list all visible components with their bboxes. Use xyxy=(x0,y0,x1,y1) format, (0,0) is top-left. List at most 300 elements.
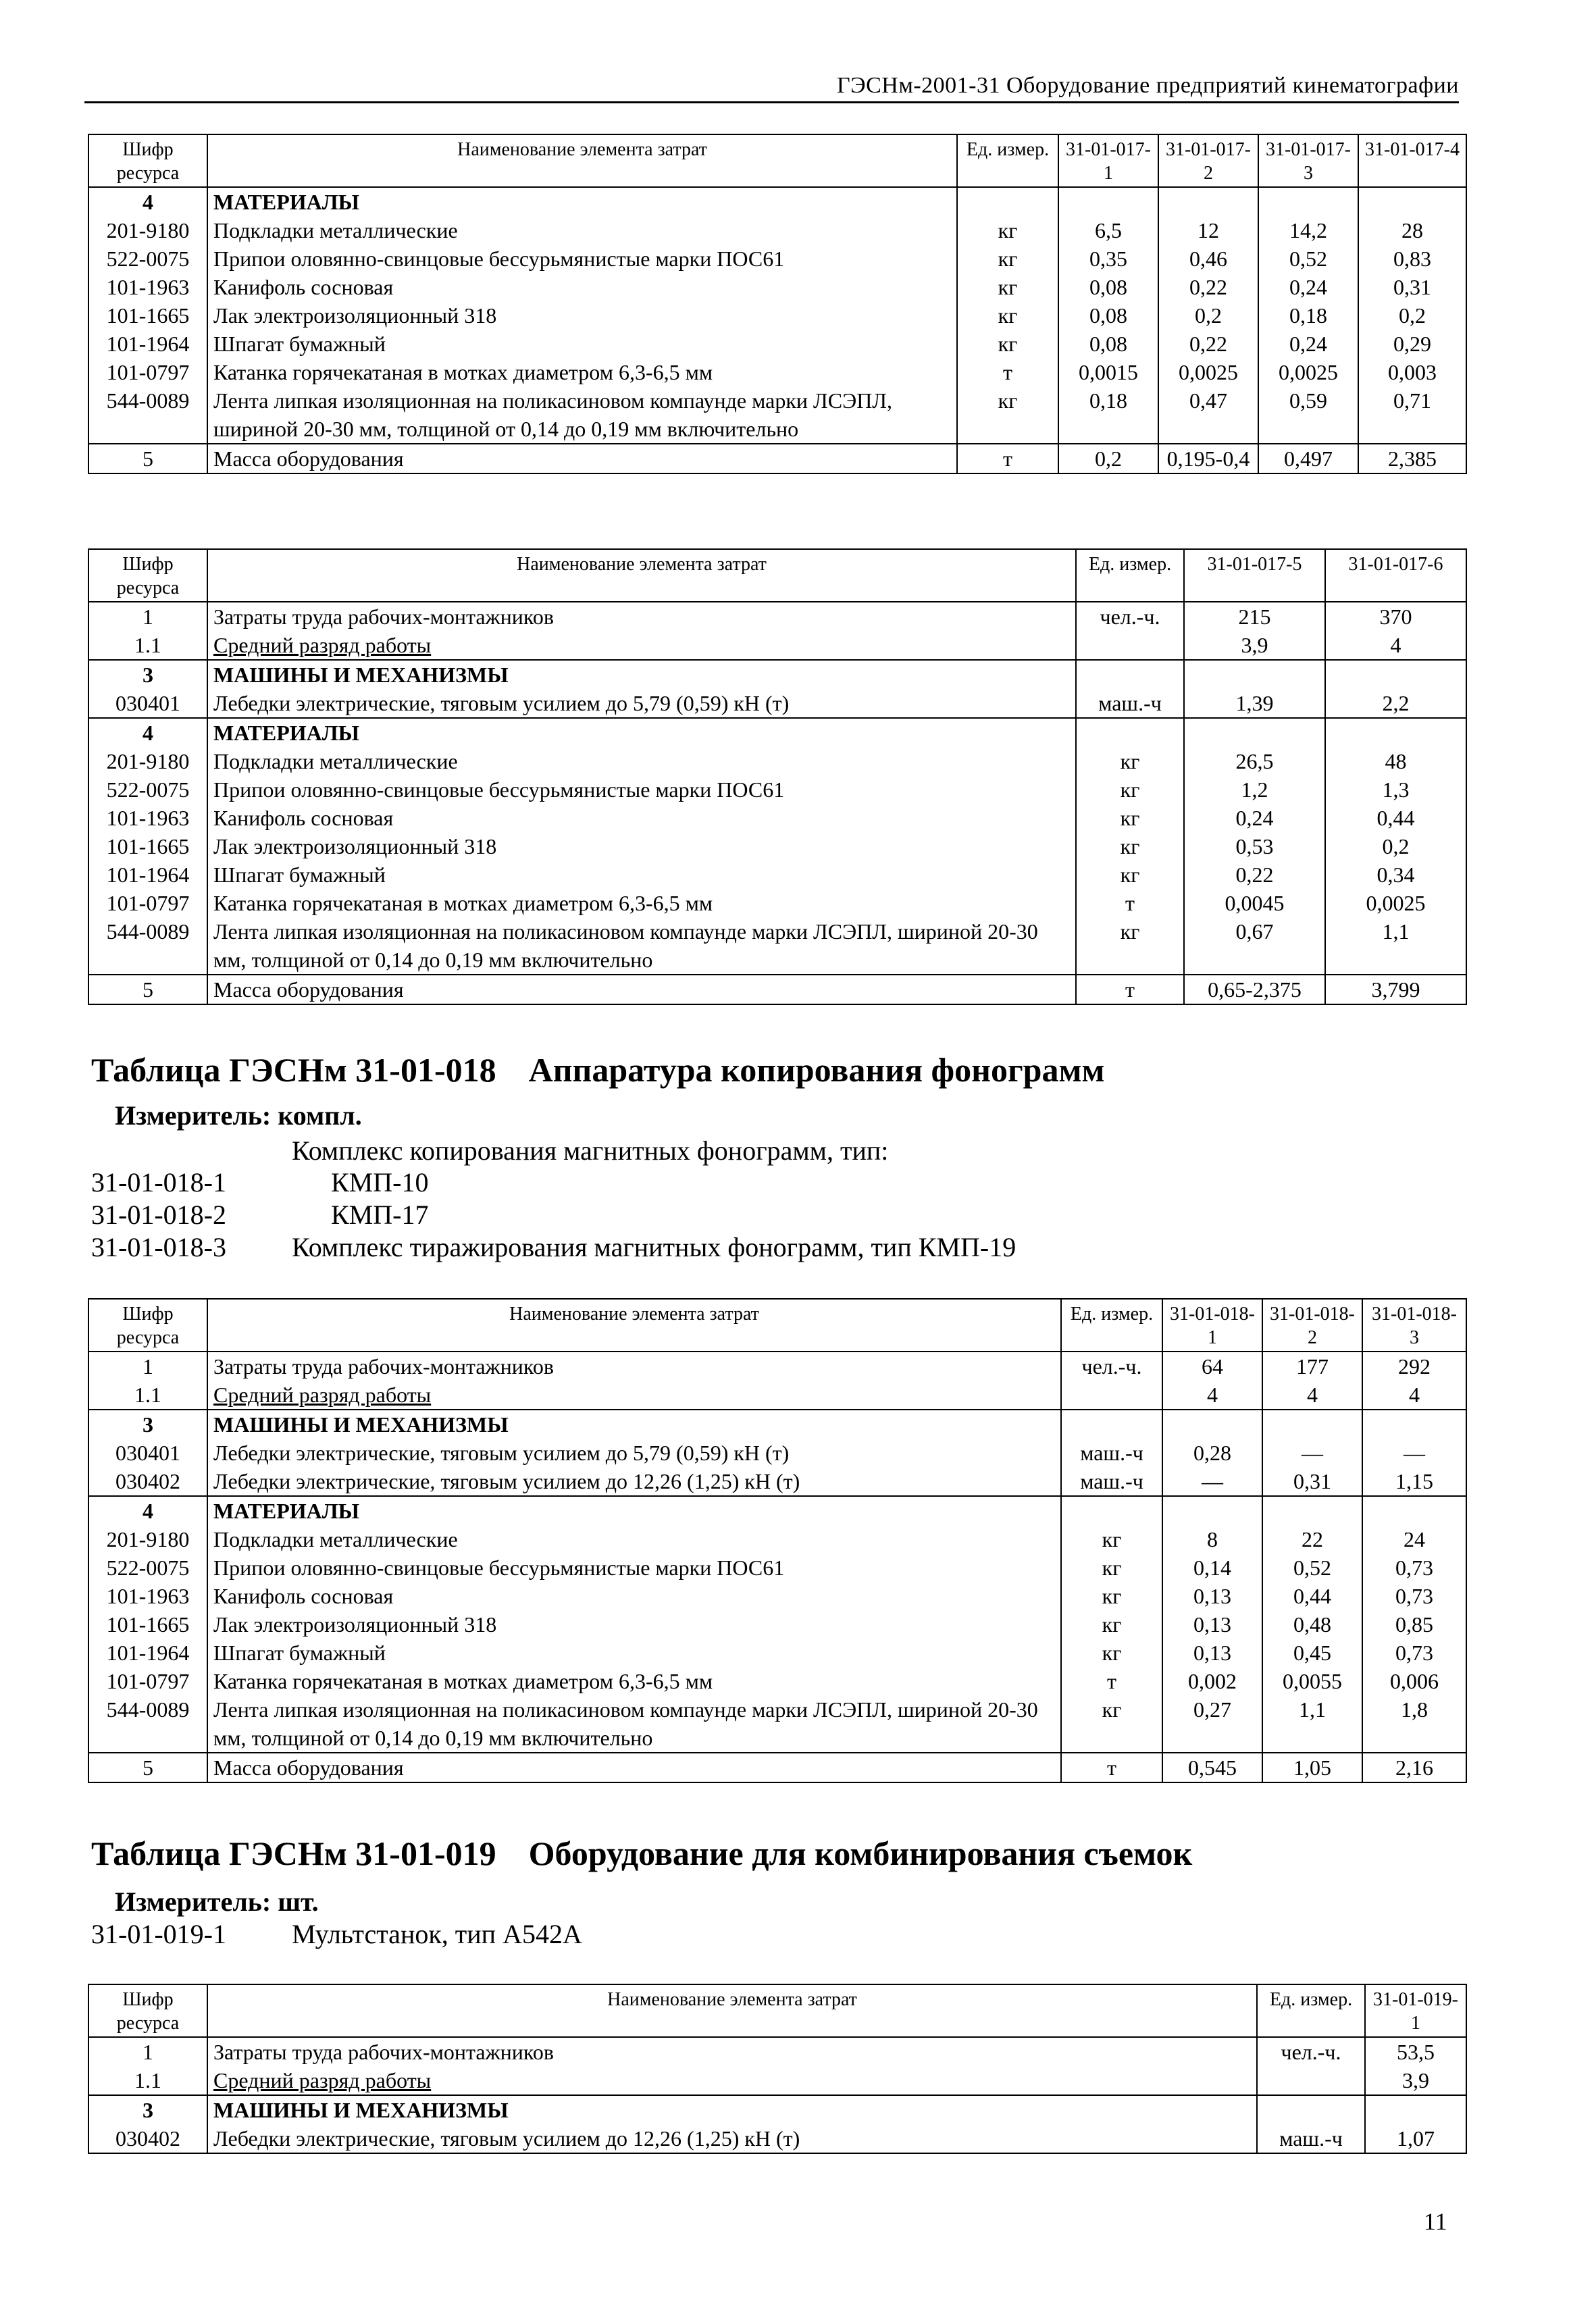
resource-code-cell: 030402 xyxy=(88,1467,207,1496)
unit-cell: чел.-ч. xyxy=(1257,2037,1365,2066)
table-row xyxy=(88,860,1466,889)
cost-element-name-cell: МАШИНЫ И МЕХАНИЗМЫ xyxy=(207,1410,1061,1439)
unit-cell xyxy=(1076,718,1184,747)
table-row xyxy=(88,187,1466,216)
table-018-title-code: Таблица ГЭСНм 31-01-018 xyxy=(91,1051,496,1089)
table-row xyxy=(88,1352,1466,1381)
unit-cell xyxy=(1076,660,1184,689)
value-cell: 370 xyxy=(1325,602,1466,631)
table-row xyxy=(88,1439,1466,1467)
table-018-item-name-1: КМП-10 xyxy=(331,1167,429,1198)
value-cell: 0,28 xyxy=(1162,1439,1262,1467)
cost-element-name-cell: Шпагат бумажный xyxy=(207,860,1076,889)
value-cell: 1,8 xyxy=(1362,1695,1466,1753)
unit-cell: кг xyxy=(957,301,1058,330)
table-019-item-code-1: 31-01-019-1 xyxy=(91,1919,226,1949)
resource-code-cell: 544-0089 xyxy=(88,1695,207,1753)
cost-element-name-cell: Средний разряд работы xyxy=(207,2066,1257,2095)
cost-element-name-cell: Масса оборудования xyxy=(207,444,957,473)
value-cell: 0,24 xyxy=(1258,330,1358,358)
value-cell: 0,2 xyxy=(1158,301,1258,330)
value-cell: 0,545 xyxy=(1162,1753,1262,1782)
value-cell: 0,53 xyxy=(1184,832,1325,860)
table-row xyxy=(88,689,1466,718)
unit-cell: кг xyxy=(1076,747,1184,775)
value-cell: 0,44 xyxy=(1325,804,1466,832)
table-row xyxy=(88,917,1466,975)
value-cell: 0,52 xyxy=(1262,1553,1362,1582)
value-cell: 0,003 xyxy=(1358,358,1466,386)
value-cell: 4 xyxy=(1325,631,1466,660)
cost-element-name-cell: Припои оловянно-свинцовые бессурьмянистые марки ПОС61 xyxy=(207,775,1076,804)
table-row xyxy=(88,660,1466,689)
value-cell xyxy=(1358,187,1466,216)
value-cell: 1,39 xyxy=(1184,689,1325,718)
cost-element-name-cell: Средний разряд работы xyxy=(207,631,1076,660)
table-row xyxy=(88,358,1466,386)
page-number: 11 xyxy=(1424,2208,1447,2235)
col-header-31-01-018-2: 31-01-018-2 xyxy=(1262,1299,1362,1352)
unit-cell: т xyxy=(1076,889,1184,917)
value-cell: 0,195-0,4 xyxy=(1158,444,1258,473)
resource-code-cell: 1 xyxy=(88,602,207,631)
unit-cell: кг xyxy=(1061,1639,1162,1667)
unit-cell: кг xyxy=(957,386,1058,444)
running-header xyxy=(84,73,1459,103)
table-019-title xyxy=(91,1834,1192,1873)
table-row xyxy=(88,1553,1466,1582)
value-cell: 0,0055 xyxy=(1262,1667,1362,1695)
value-cell: 1,15 xyxy=(1362,1467,1466,1496)
col-header-31-01-017-6: 31-01-017-6 xyxy=(1325,549,1466,602)
unit-cell xyxy=(1061,1496,1162,1525)
value-cell: 0,34 xyxy=(1325,860,1466,889)
cost-element-name-cell: Затраты труда рабочих-монтажников xyxy=(207,2037,1257,2066)
table-row xyxy=(88,1639,1466,1667)
resource-code-cell: 1.1 xyxy=(88,2066,207,2095)
value-cell: 12 xyxy=(1158,216,1258,245)
resource-code-cell: 101-1665 xyxy=(88,301,207,330)
value-cell: 53,5 xyxy=(1365,2037,1466,2066)
unit-cell: кг xyxy=(1076,804,1184,832)
value-cell: 215 xyxy=(1184,602,1325,631)
unit-cell: чел.-ч. xyxy=(1076,602,1184,631)
table-row xyxy=(88,216,1466,245)
table-row xyxy=(88,273,1466,301)
cost-element-name-cell: Канифоль сосновая xyxy=(207,804,1076,832)
value-cell: 0,48 xyxy=(1262,1610,1362,1639)
value-cell: 0,35 xyxy=(1058,245,1158,273)
value-cell: — xyxy=(1162,1467,1262,1496)
value-cell: 48 xyxy=(1325,747,1466,775)
table-019 xyxy=(88,1984,1467,2154)
value-cell: 64 xyxy=(1162,1352,1262,1381)
table-row xyxy=(88,775,1466,804)
value-cell xyxy=(1262,1410,1362,1439)
table-row xyxy=(88,1381,1466,1410)
value-cell xyxy=(1362,1410,1466,1439)
table-row xyxy=(88,1667,1466,1695)
value-cell: 0,18 xyxy=(1058,386,1158,444)
col-header-code: Шифр ресурса xyxy=(88,134,207,187)
table-row xyxy=(88,975,1466,1004)
col-header-unit: Ед. измер. xyxy=(1076,549,1184,602)
value-cell: 0,0025 xyxy=(1158,358,1258,386)
value-cell xyxy=(1258,187,1358,216)
unit-cell: т xyxy=(957,358,1058,386)
value-cell: 4 xyxy=(1362,1381,1466,1410)
table-018 xyxy=(88,1298,1467,1783)
resource-code-cell: 101-1665 xyxy=(88,1610,207,1639)
cost-element-name-cell: Лак электроизоляционный 318 xyxy=(207,1610,1061,1639)
value-cell: 0,59 xyxy=(1258,386,1358,444)
resource-code-cell: 4 xyxy=(88,187,207,216)
value-cell: 0,22 xyxy=(1184,860,1325,889)
value-cell: 0,002 xyxy=(1162,1667,1262,1695)
cost-element-name-cell: Припои оловянно-свинцовые бессурьмянистые марки ПОС61 xyxy=(207,1553,1061,1582)
resource-code-cell: 3 xyxy=(88,2095,207,2124)
value-cell: 0,0025 xyxy=(1325,889,1466,917)
resource-code-cell: 522-0075 xyxy=(88,775,207,804)
col-header-unit: Ед. измер. xyxy=(1257,1984,1365,2037)
value-cell: 0,18 xyxy=(1258,301,1358,330)
value-cell: 0,13 xyxy=(1162,1639,1262,1667)
value-cell: — xyxy=(1262,1439,1362,1467)
col-header-unit: Ед. измер. xyxy=(957,134,1058,187)
resource-code-cell: 544-0089 xyxy=(88,386,207,444)
unit-cell: кг xyxy=(1076,860,1184,889)
value-cell: 0,08 xyxy=(1058,301,1158,330)
value-cell: 0,22 xyxy=(1158,273,1258,301)
cost-element-name-cell: Лак электроизоляционный 318 xyxy=(207,301,957,330)
unit-cell: кг xyxy=(1076,775,1184,804)
table-018-item-name-2: КМП-17 xyxy=(331,1200,429,1230)
value-cell xyxy=(1262,1496,1362,1525)
col-header-31-01-018-3: 31-01-018-3 xyxy=(1362,1299,1466,1352)
resource-code-cell: 544-0089 xyxy=(88,917,207,975)
table-row xyxy=(88,804,1466,832)
table-row xyxy=(88,2066,1466,2095)
cost-element-name-cell: МАШИНЫ И МЕХАНИЗМЫ xyxy=(207,660,1076,689)
cost-element-name-cell: Подкладки металлические xyxy=(207,216,957,245)
table-row xyxy=(88,2095,1466,2124)
value-cell: 0,31 xyxy=(1262,1467,1362,1496)
resource-code-cell: 1 xyxy=(88,2037,207,2066)
value-cell: 1,1 xyxy=(1262,1695,1362,1753)
value-cell: 22 xyxy=(1262,1525,1362,1553)
table-row xyxy=(88,631,1466,660)
value-cell: 3,9 xyxy=(1184,631,1325,660)
value-cell: 177 xyxy=(1262,1352,1362,1381)
resource-code-cell: 3 xyxy=(88,1410,207,1439)
value-cell: 0,08 xyxy=(1058,330,1158,358)
resource-code-cell: 522-0075 xyxy=(88,245,207,273)
table-018-measure: Измеритель: компл. xyxy=(115,1100,362,1131)
cost-element-name-cell: Лента липкая изоляционная на поликасиновом компаунде марки ЛСЭПЛ, шириной 20-30 мм, толщиной от 0,14 до 0,19 мм включительно xyxy=(207,386,957,444)
cost-element-name-cell: Лента липкая изоляционная на поликасиновом компаунде марки ЛСЭПЛ, шириной 20-30 мм, толщиной от 0,14 до 0,19 мм включительно xyxy=(207,1695,1061,1753)
table-row xyxy=(88,330,1466,358)
unit-cell: чел.-ч. xyxy=(1061,1352,1162,1381)
cost-element-name-cell: Лак электроизоляционный 318 xyxy=(207,832,1076,860)
value-cell: 0,13 xyxy=(1162,1582,1262,1610)
table-row xyxy=(88,602,1466,631)
table-018-item-code-1: 31-01-018-1 xyxy=(91,1167,226,1198)
resource-code-cell: 101-0797 xyxy=(88,1667,207,1695)
table-row xyxy=(88,1582,1466,1610)
value-cell: 3,799 xyxy=(1325,975,1466,1004)
value-cell: 292 xyxy=(1362,1352,1466,1381)
resource-code-cell: 1 xyxy=(88,1352,207,1381)
value-cell: 1,1 xyxy=(1325,917,1466,975)
value-cell: 0,65-2,375 xyxy=(1184,975,1325,1004)
table-017-part1 xyxy=(88,134,1467,474)
table-018-title xyxy=(91,1050,1105,1089)
table-row xyxy=(88,386,1466,444)
unit-cell: кг xyxy=(957,330,1058,358)
value-cell: 0,24 xyxy=(1258,273,1358,301)
resource-code-cell: 5 xyxy=(88,444,207,473)
table-018-item-code-3: 31-01-018-3 xyxy=(91,1232,226,1262)
value-cell: 0,31 xyxy=(1358,273,1466,301)
table-row xyxy=(88,832,1466,860)
value-cell xyxy=(1325,660,1466,689)
resource-code-cell: 101-1665 xyxy=(88,832,207,860)
table-018-item-code-2: 31-01-018-2 xyxy=(91,1200,226,1230)
col-header-code: Шифр ресурса xyxy=(88,1984,207,2037)
value-cell: 3,9 xyxy=(1365,2066,1466,2095)
unit-cell xyxy=(1257,2066,1365,2095)
col-header-code: Шифр ресурса xyxy=(88,549,207,602)
col-header-name: Наименование элемента затрат xyxy=(207,1984,1257,2037)
col-header-31-01-017-3: 31-01-017-3 xyxy=(1258,134,1358,187)
value-cell: 0,2 xyxy=(1325,832,1466,860)
unit-cell: кг xyxy=(1061,1610,1162,1639)
cost-element-name-cell: Лебедки электрические, тяговым усилием до 5,79 (0,59) кН (т) xyxy=(207,1439,1061,1467)
resource-code-cell: 101-1964 xyxy=(88,860,207,889)
cost-element-name-cell: МАТЕРИАЛЫ xyxy=(207,187,957,216)
table-row xyxy=(88,1525,1466,1553)
resource-code-cell: 1.1 xyxy=(88,1381,207,1410)
resource-code-cell: 522-0075 xyxy=(88,1553,207,1582)
resource-code-cell: 4 xyxy=(88,1496,207,1525)
resource-code-cell: 101-1964 xyxy=(88,330,207,358)
col-header-name: Наименование элемента затрат xyxy=(207,549,1076,602)
col-header-code: Шифр ресурса xyxy=(88,1299,207,1352)
unit-cell: кг xyxy=(1061,1695,1162,1753)
value-cell: 24 xyxy=(1362,1525,1466,1553)
value-cell: 0,24 xyxy=(1184,804,1325,832)
resource-code-cell: 101-1964 xyxy=(88,1639,207,1667)
value-cell: 0,13 xyxy=(1162,1610,1262,1639)
resource-code-cell: 101-1963 xyxy=(88,273,207,301)
value-cell: 6,5 xyxy=(1058,216,1158,245)
value-cell: 0,83 xyxy=(1358,245,1466,273)
value-cell: 0,2 xyxy=(1358,301,1466,330)
unit-cell: кг xyxy=(1076,832,1184,860)
value-cell: 0,2 xyxy=(1058,444,1158,473)
table-row xyxy=(88,2037,1466,2066)
value-cell: 1,05 xyxy=(1262,1753,1362,1782)
col-header-unit: Ед. измер. xyxy=(1061,1299,1162,1352)
value-cell: 4 xyxy=(1262,1381,1362,1410)
value-cell: 0,67 xyxy=(1184,917,1325,975)
resource-code-cell: 030401 xyxy=(88,689,207,718)
resource-code-cell: 5 xyxy=(88,1753,207,1782)
value-cell xyxy=(1365,2095,1466,2124)
resource-code-cell: 4 xyxy=(88,718,207,747)
unit-cell: кг xyxy=(1061,1525,1162,1553)
col-header-name: Наименование элемента затрат xyxy=(207,1299,1061,1352)
table-019-item-name-1: Мультстанок, тип А542А xyxy=(292,1919,582,1949)
value-cell: 14,2 xyxy=(1258,216,1358,245)
cost-element-name-cell: Лебедки электрические, тяговым усилием до 5,79 (0,59) кН (т) xyxy=(207,689,1076,718)
cost-element-name-cell: Шпагат бумажный xyxy=(207,330,957,358)
value-cell: 1,07 xyxy=(1365,2124,1466,2153)
resource-code-cell: 030401 xyxy=(88,1439,207,1467)
table-row xyxy=(88,444,1466,473)
table-019-title-code: Таблица ГЭСНм 31-01-019 xyxy=(91,1834,496,1872)
col-header-31-01-018-1: 31-01-018-1 xyxy=(1162,1299,1262,1352)
value-cell: 0,29 xyxy=(1358,330,1466,358)
value-cell: 0,44 xyxy=(1262,1582,1362,1610)
value-cell: 0,73 xyxy=(1362,1582,1466,1610)
value-cell xyxy=(1162,1496,1262,1525)
unit-cell: маш.-ч xyxy=(1257,2124,1365,2153)
unit-cell: кг xyxy=(957,273,1058,301)
col-header-name: Наименование элемента затрат xyxy=(207,134,957,187)
resource-code-cell: 201-9180 xyxy=(88,747,207,775)
cost-element-name-cell: Катанка горячекатаная в мотках диаметром 6,3-6,5 мм xyxy=(207,358,957,386)
cost-element-name-cell: Масса оборудования xyxy=(207,975,1076,1004)
running-header-text: ГЭСНм-2001-31 Оборудование предприятий кинематографии xyxy=(836,73,1459,98)
value-cell: 0,0045 xyxy=(1184,889,1325,917)
cost-element-name-cell: Лента липкая изоляционная на поликасиновом компаунде марки ЛСЭПЛ, шириной 20-30 мм, толщиной от 0,14 до 0,19 мм включительно xyxy=(207,917,1076,975)
value-cell: 0,27 xyxy=(1162,1695,1262,1753)
cost-element-name-cell: Канифоль сосновая xyxy=(207,1582,1061,1610)
value-cell: 1,3 xyxy=(1325,775,1466,804)
value-cell: 2,16 xyxy=(1362,1753,1466,1782)
unit-cell: кг xyxy=(957,245,1058,273)
table-row xyxy=(88,2124,1466,2153)
resource-code-cell: 5 xyxy=(88,975,207,1004)
table-row xyxy=(88,1496,1466,1525)
cost-element-name-cell: Катанка горячекатаная в мотках диаметром 6,3-6,5 мм xyxy=(207,1667,1061,1695)
cost-element-name-cell: Припои оловянно-свинцовые бессурьмянистые марки ПОС61 xyxy=(207,245,957,273)
value-cell: 2,385 xyxy=(1358,444,1466,473)
value-cell: 0,52 xyxy=(1258,245,1358,273)
value-cell xyxy=(1325,718,1466,747)
cost-element-name-cell: МАТЕРИАЛЫ xyxy=(207,1496,1061,1525)
cost-element-name-cell: МАТЕРИАЛЫ xyxy=(207,718,1076,747)
unit-cell: кг xyxy=(957,216,1058,245)
value-cell: 0,47 xyxy=(1158,386,1258,444)
resource-code-cell: 201-9180 xyxy=(88,216,207,245)
value-cell: 26,5 xyxy=(1184,747,1325,775)
resource-code-cell: 1.1 xyxy=(88,631,207,660)
value-cell: 2,2 xyxy=(1325,689,1466,718)
value-cell: — xyxy=(1362,1439,1466,1467)
value-cell: 0,08 xyxy=(1058,273,1158,301)
unit-cell xyxy=(957,187,1058,216)
unit-cell: маш.-ч xyxy=(1061,1439,1162,1467)
value-cell xyxy=(1184,718,1325,747)
resource-code-cell: 101-1963 xyxy=(88,1582,207,1610)
value-cell xyxy=(1184,660,1325,689)
table-019-title-name: Оборудование для комбинирования съемок xyxy=(528,1834,1193,1872)
resource-code-cell: 3 xyxy=(88,660,207,689)
resource-code-cell: 201-9180 xyxy=(88,1525,207,1553)
unit-cell: т xyxy=(957,444,1058,473)
value-cell: 4 xyxy=(1162,1381,1262,1410)
unit-cell xyxy=(1257,2095,1365,2124)
cost-element-name-cell: Катанка горячекатаная в мотках диаметром 6,3-6,5 мм xyxy=(207,889,1076,917)
value-cell: 0,71 xyxy=(1358,386,1466,444)
value-cell: 0,46 xyxy=(1158,245,1258,273)
value-cell xyxy=(1162,1410,1262,1439)
unit-cell: кг xyxy=(1076,917,1184,975)
cost-element-name-cell: Масса оборудования xyxy=(207,1753,1061,1782)
unit-cell: маш.-ч xyxy=(1076,689,1184,718)
table-row xyxy=(88,747,1466,775)
value-cell: 0,0015 xyxy=(1058,358,1158,386)
table-018-intro: Комплекс копирования магнитных фонограмм, тип: xyxy=(292,1135,889,1166)
col-header-31-01-017-2: 31-01-017-2 xyxy=(1158,134,1258,187)
cost-element-name-cell: Подкладки металлические xyxy=(207,1525,1061,1553)
table-018-item-name-3: Комплекс тиражирования магнитных фонограмм, тип КМП-19 xyxy=(292,1232,1016,1262)
value-cell: 0,497 xyxy=(1258,444,1358,473)
value-cell: 1,2 xyxy=(1184,775,1325,804)
resource-code-cell: 101-0797 xyxy=(88,889,207,917)
table-row xyxy=(88,718,1466,747)
unit-cell: т xyxy=(1061,1753,1162,1782)
value-cell xyxy=(1158,187,1258,216)
resource-code-cell: 101-0797 xyxy=(88,358,207,386)
table-row xyxy=(88,1467,1466,1496)
value-cell: 0,73 xyxy=(1362,1553,1466,1582)
unit-cell xyxy=(1061,1381,1162,1410)
cost-element-name-cell: МАШИНЫ И МЕХАНИЗМЫ xyxy=(207,2095,1257,2124)
value-cell: 0,006 xyxy=(1362,1667,1466,1695)
col-header-31-01-019-1: 31-01-019-1 xyxy=(1365,1984,1466,2037)
value-cell: 0,73 xyxy=(1362,1639,1466,1667)
unit-cell: кг xyxy=(1061,1553,1162,1582)
cost-element-name-cell: Затраты труда рабочих-монтажников xyxy=(207,1352,1061,1381)
unit-cell: т xyxy=(1061,1667,1162,1695)
table-row xyxy=(88,1610,1466,1639)
table-019-measure: Измеритель: шт. xyxy=(115,1886,319,1917)
col-header-31-01-017-1: 31-01-017-1 xyxy=(1058,134,1158,187)
cost-element-name-cell: Затраты труда рабочих-монтажников xyxy=(207,602,1076,631)
value-cell: 0,85 xyxy=(1362,1610,1466,1639)
unit-cell: кг xyxy=(1061,1582,1162,1610)
value-cell xyxy=(1058,187,1158,216)
table-row xyxy=(88,1695,1466,1753)
table-row xyxy=(88,889,1466,917)
unit-cell: т xyxy=(1076,975,1184,1004)
value-cell: 0,22 xyxy=(1158,330,1258,358)
unit-cell: маш.-ч xyxy=(1061,1467,1162,1496)
resource-code-cell: 030402 xyxy=(88,2124,207,2153)
resource-code-cell: 101-1963 xyxy=(88,804,207,832)
value-cell: 8 xyxy=(1162,1525,1262,1553)
cost-element-name-cell: Лебедки электрические, тяговым усилием до 12,26 (1,25) кН (т) xyxy=(207,1467,1061,1496)
cost-element-name-cell: Подкладки металлические xyxy=(207,747,1076,775)
col-header-31-01-017-5: 31-01-017-5 xyxy=(1184,549,1325,602)
table-row xyxy=(88,1410,1466,1439)
value-cell: 0,45 xyxy=(1262,1639,1362,1667)
value-cell: 0,14 xyxy=(1162,1553,1262,1582)
table-018-title-name: Аппаратура копирования фонограмм xyxy=(528,1051,1105,1089)
